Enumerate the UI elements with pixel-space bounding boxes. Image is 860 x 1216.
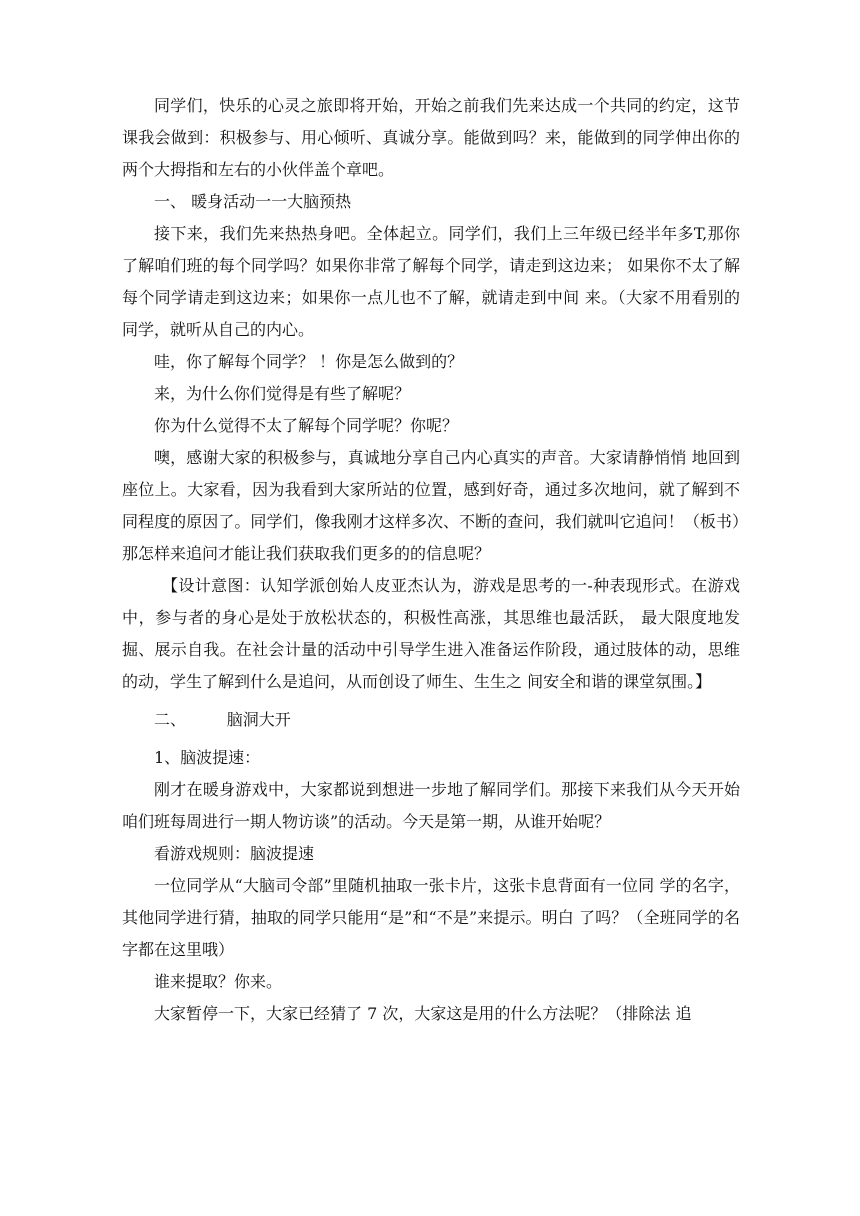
paragraph-pause: 大家暂停一下，大家已经猜了 7 次，大家这是用的什么方法呢？（排除法 追 bbox=[154, 1004, 692, 1023]
paragraph-design-intent: 【设计意图：认知学派创始人皮亚杰认为，游戏是思考的一-种表现形式。在游戏中，参与者的身心是处于放松状态的，积极性高涨，其思维也最活跃， 最大限度地发掘、展示自我。在社会计量的活动中引导学生进入准备运作阶段，通过肢体的动，思维的动，学生了解到什么是追问，从而创设了师生、生生之 间安全和谐的课堂氛围。】 bbox=[122, 576, 740, 691]
paragraph-follow-up: 噢，感谢大家的积极参与，真诚地分享自己内心真实的声音。大家请静悄悄 地回到座位上。大家看，因为我看到大家所站的位置，感到好奇，通过多次地问，就了解到不同程度的原因了。同学们，像我刚才这样多次、不断的查问，我们就叫它追问！（板书）那怎样来追问才能让我们获取我们更多的的信息呢？ bbox=[122, 448, 740, 563]
section-heading-warmup: 一、 暖身活动一一大脑预热 bbox=[154, 192, 352, 211]
paragraph-game-rules: 一位同学从“大脑司令部”里随机抽取一张卡片，这张卡息背面有一位同 学的名字，其他同学进行猜，抽取的同学只能用“是”和“不是”来提示。明白 了吗？（全班同学的名字都在这里哦） bbox=[122, 876, 740, 959]
subheading-brainwave: 1、脑波提速： bbox=[154, 748, 261, 767]
paragraph-who-draws: 谁来提取？你来。 bbox=[154, 972, 283, 991]
paragraph-question-1: 哇，你了解每个同学？ ！你是怎么做到的？ bbox=[154, 352, 464, 371]
paragraph-warmup-instructions: 接下来，我们先来热热身吧。全体起立。同学们，我们上三年级已经半年多T,那你了解咱们班的每个同学吗？如果你非常了解每个同学，请走到这边来； 如果你不太了解每个同学请走到这边来；如果你一点儿也不了解，就请走到中间 来。（大家不用看别的同学，就听从自己的内心。 bbox=[122, 224, 740, 339]
paragraph-question-3: 你为什么觉得不太了解每个同学呢？你呢？ bbox=[154, 416, 459, 435]
paragraph-interview-intro: 刚才在暖身游戏中，大家都说到想进一步地了解同学们。那接下来我们从今天开始咱们班每周进行一期人物访谈”的活动。今天是第一期，从谁开始呢？ bbox=[122, 780, 740, 831]
section-heading-brainstorm: 二、 脑洞大开 bbox=[154, 710, 291, 729]
document-page bbox=[122, 90, 740, 1030]
paragraph-game-rules-title: 看游戏规则：脑波提速 bbox=[154, 844, 315, 863]
paragraph-question-2: 来，为什么你们觉得是有些了解呢？ bbox=[154, 384, 411, 403]
paragraph-intro: 同学们，快乐的心灵之旅即将开始，开始之前我们先来达成一个共同的约定，这节课我会做到：积极参与、用心倾听、真诚分享。能做到吗？来，能做到的同学伸出你的两个大拇指和左右的小伙伴盖个章吧。 bbox=[122, 96, 740, 179]
